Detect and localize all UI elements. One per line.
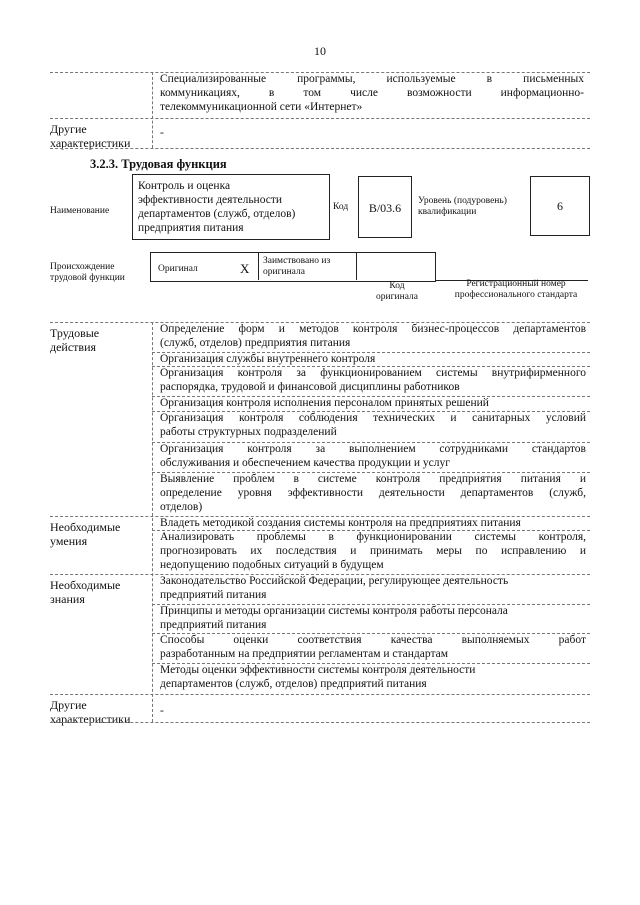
list-item	[160, 442, 586, 472]
list-item	[160, 604, 586, 633]
text-line: Организация контроля соблюдения технических и санитарных условий	[160, 412, 586, 424]
text-line: недопущению подобных ситуаций в будущем	[160, 559, 384, 571]
level-box	[530, 176, 590, 236]
divider	[152, 604, 590, 605]
skills-label	[50, 520, 120, 548]
cell-divider	[356, 252, 357, 280]
labor-actions-label	[50, 326, 99, 354]
text-line: прогнозировать их последствия и принимать меры по исправлению и	[160, 545, 586, 557]
name-line: эффективности деятельности	[138, 194, 283, 206]
text-line: предприятий питания	[160, 619, 267, 631]
code-original-label	[366, 281, 428, 303]
reg-number-label	[436, 279, 596, 301]
text-line: Организация контроля исполнения персоналом принятых решений	[160, 397, 489, 409]
text-line: коммуникациях, в том числе возможности информационно-	[160, 87, 584, 99]
text-line: Владеть методикой создания системы контроля на предприятиях питания	[160, 517, 521, 529]
divider	[152, 530, 590, 531]
level-label	[418, 196, 507, 218]
skills-list	[160, 516, 586, 574]
text-line: обслуживания и обеспечением качества продукции и услуг	[160, 457, 450, 469]
label-line: действия	[50, 340, 97, 354]
label-line: Необходимые	[50, 520, 121, 534]
label-line: Код	[389, 281, 405, 291]
column-divider	[152, 322, 153, 722]
text-line: Организация службы внутреннего контроля	[160, 353, 376, 365]
code-value: B/03.6	[368, 201, 402, 215]
list-item	[160, 530, 586, 574]
text-line: Выявление проблем в системе контроля предприятия питания и	[160, 473, 586, 485]
divider	[152, 472, 590, 473]
code-box	[358, 176, 412, 238]
label-line: Необходимые	[50, 578, 121, 592]
other-characteristics-value: -	[160, 705, 164, 717]
label-line: профессионального стандарта	[454, 290, 578, 300]
text-line: разработанным на предприятии регламентам и стандартам	[160, 648, 449, 660]
divider	[50, 148, 590, 149]
label-line: Заимствовано из	[263, 256, 331, 266]
list-item	[160, 352, 586, 366]
divider	[50, 722, 590, 723]
divider	[152, 366, 590, 367]
label-line: Происхождение	[50, 262, 115, 272]
label-line: умения	[50, 534, 88, 548]
text-line: департаментов (служб, отделов) предприятий питания	[160, 678, 427, 690]
other-characteristics-label	[50, 122, 130, 150]
label-line: трудовой функции	[50, 273, 125, 283]
divider	[152, 411, 590, 412]
text-line: предприятий питания	[160, 589, 267, 601]
name-label: Наименование	[50, 206, 110, 216]
original-mark: X	[240, 261, 250, 276]
divider	[50, 694, 590, 695]
text-line: телекоммуникационной сети «Интернет»	[160, 101, 363, 113]
other-characteristics-value: -	[160, 127, 164, 139]
list-item	[160, 396, 586, 411]
text-line: отделов)	[160, 501, 203, 513]
divider	[152, 352, 590, 353]
text-line: определение уровня эффективности деятельности департаментов (служб,	[160, 487, 586, 499]
list-item	[160, 663, 586, 693]
list-item	[160, 472, 586, 516]
page-number: 10	[314, 44, 326, 58]
label-line: Трудовые	[50, 326, 100, 340]
label-line: Уровень (подуровень)	[418, 196, 507, 206]
list-item	[160, 411, 586, 442]
text-line: Принципы и методы организации системы контроля работы персонала	[160, 605, 508, 617]
divider	[152, 396, 590, 397]
name-line: Контроль и оценка	[138, 180, 231, 192]
knowledge-label	[50, 578, 120, 606]
text-line: Анализировать проблемы в функционировании системы контроля,	[160, 531, 586, 543]
label-line: характеристики	[50, 712, 131, 726]
label-line: знания	[50, 592, 85, 606]
origin-label	[50, 262, 125, 284]
section-heading: 3.2.3. Трудовая функция	[90, 157, 227, 171]
text-line: Организация контроля за функционированием системы внутрифирменного	[160, 367, 586, 379]
text-line: Способы оценки соответствия качества выполняемых работ	[160, 634, 586, 646]
label-line: оригинала	[263, 267, 305, 277]
list-item	[160, 516, 586, 530]
label-line: характеристики	[50, 136, 131, 150]
text-line: Организация контроля за выполнением сотрудниками стандартов	[160, 443, 586, 455]
code-label: Код	[333, 202, 349, 212]
name-line: предприятия питания	[138, 222, 244, 234]
top-text-cell	[160, 72, 584, 114]
text-line: Специализированные программы, используемые в письменных	[160, 73, 584, 85]
label-line: оригинала	[376, 292, 418, 302]
list-item	[160, 366, 586, 396]
original-label: Оригинал	[158, 264, 198, 274]
list-item	[160, 574, 586, 604]
text-line: работы структурных подразделений	[160, 426, 337, 438]
text-line: Законодательство Российской Федерации, регулирующее деятельность	[160, 575, 509, 587]
text-line: (служб, отделов) предприятия питания	[160, 337, 351, 349]
cell-divider	[258, 252, 259, 280]
text-line: Определение форм и методов контроля бизнес-процессов департаментов	[160, 323, 586, 335]
divider	[152, 633, 590, 634]
level-value: 6	[557, 199, 563, 213]
label-line: Другие	[50, 122, 87, 136]
divider	[152, 442, 590, 443]
label-line: Другие	[50, 698, 87, 712]
text-line: распорядка, трудовой и финансовой дисциплины работников	[160, 381, 460, 393]
name-line: департаментов (служб, отделов)	[138, 208, 296, 220]
column-divider	[152, 72, 153, 148]
text-line: Методы оценки эффективности системы контроля деятельности	[160, 664, 476, 676]
list-item	[160, 322, 586, 352]
borrowed-label	[263, 256, 330, 278]
label-line: квалификации	[418, 207, 477, 217]
divider	[152, 663, 590, 664]
list-item	[160, 633, 586, 663]
label-line: Регистрационный номер	[466, 279, 566, 289]
divider	[50, 118, 590, 119]
function-name-box	[132, 174, 330, 240]
